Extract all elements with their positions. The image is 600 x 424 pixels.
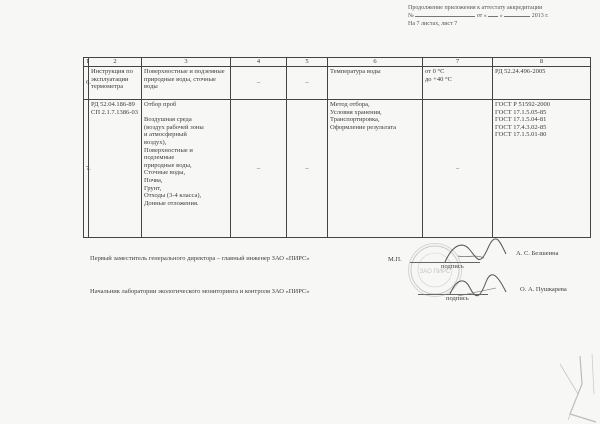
lab-head-title: Начальник лаборатории экологического мониторинга и контроля ЗАО «ПИРС» bbox=[90, 288, 310, 295]
handwritten-signature-2 bbox=[446, 272, 510, 302]
standard-line: ГОСТ 17.1.5.04-81 bbox=[495, 116, 547, 124]
object-line: природные воды, bbox=[144, 161, 192, 169]
standard-line: ГОСТ Р 51592-2000 bbox=[495, 101, 550, 108]
object-line: и атмосферный bbox=[144, 131, 187, 139]
characteristic-line: Транспортировка, bbox=[330, 116, 380, 124]
object-line: Поверхностные и bbox=[144, 146, 193, 154]
document-cell: Инструкция по эксплуатации термометра bbox=[89, 67, 142, 100]
col-num-8: 8 bbox=[493, 58, 591, 67]
document-header bbox=[408, 4, 594, 28]
range-line-1: от 0 °С bbox=[425, 68, 445, 75]
col-num-7: 7 bbox=[423, 58, 493, 67]
standard-cell: РД 52.24.496-2005 bbox=[493, 67, 591, 100]
object-line: Отходы (3-4 класса), bbox=[144, 192, 202, 200]
header-line-1: Продолжение приложения к аттестату аккредитации bbox=[408, 5, 543, 11]
object-line: Грунт, bbox=[144, 184, 162, 192]
object-line: Воздушная среда bbox=[144, 116, 192, 124]
accreditation-table bbox=[83, 57, 591, 238]
object-line: Почва, bbox=[144, 176, 163, 184]
table-row bbox=[84, 67, 591, 100]
col4-cell: – bbox=[231, 67, 287, 100]
col-num-1: 1 bbox=[84, 58, 89, 67]
object-cell bbox=[142, 100, 231, 238]
podpis-label-1: подпись bbox=[441, 263, 464, 270]
object-line: (воздух рабочей зоны bbox=[144, 123, 204, 131]
scan-artifact bbox=[510, 354, 600, 424]
object-line: Сточные воды, bbox=[144, 169, 186, 177]
handwritten-signature-1 bbox=[440, 236, 510, 270]
col-num-4: 4 bbox=[231, 58, 287, 67]
mp-label: М.П. bbox=[388, 256, 402, 263]
standard-line: ГОСТ 17.4.3.02-85 bbox=[495, 123, 547, 131]
header-line-2: № от « » 2013 г. bbox=[408, 13, 549, 19]
characteristic-line: Оформление результата bbox=[330, 123, 397, 131]
object-line: подземные bbox=[144, 154, 175, 162]
col-num-2: 2 bbox=[89, 58, 142, 67]
row-number: 6. bbox=[84, 67, 89, 100]
characteristic-line: Метод отбора, bbox=[330, 101, 370, 108]
col-num-5: 5 bbox=[287, 58, 328, 67]
first-deputy-title: Первый заместитель генерального директора – главный инженер ЗАО «ПИРС» bbox=[90, 255, 310, 262]
range-cell: – bbox=[423, 100, 493, 238]
col5-cell: – bbox=[287, 100, 328, 238]
column-numbers-row bbox=[84, 58, 591, 67]
object-line bbox=[144, 109, 228, 117]
standard-line: ГОСТ 17.1.5.01-80 bbox=[495, 131, 547, 139]
characteristic-cell bbox=[328, 100, 423, 238]
signer-name-1: А. С. Безшеина bbox=[516, 250, 559, 257]
stamp-text: ЗАО ПИРС bbox=[419, 269, 451, 275]
characteristic-cell: Температура воды bbox=[328, 67, 423, 100]
col5-cell: – bbox=[287, 67, 328, 100]
header-line-3: На 7 листах, лист 7 bbox=[408, 21, 458, 27]
range-cell bbox=[423, 67, 493, 100]
doc-line: СП 2.1.7.1386-03 bbox=[91, 108, 138, 116]
object-line: Донные отложения. bbox=[144, 199, 199, 207]
row-number: 7. bbox=[84, 100, 89, 238]
table-row bbox=[84, 100, 591, 238]
col4-cell: – bbox=[231, 100, 287, 238]
col-num-6: 6 bbox=[328, 58, 423, 67]
standard-cell bbox=[493, 100, 591, 238]
doc-line: РД 52.04.186-89 bbox=[91, 101, 135, 108]
range-line-2: до +40 °С bbox=[425, 75, 452, 83]
object-cell: Поверхностные и подземные природные воды, сточные воды bbox=[142, 67, 231, 100]
col-num-3: 3 bbox=[142, 58, 231, 67]
podpis-label-2: подпись bbox=[446, 295, 469, 302]
object-line: воздух), bbox=[144, 138, 167, 146]
document-cell bbox=[89, 100, 142, 238]
signer-name-2: О. А. Пушкарева bbox=[520, 286, 567, 293]
object-line: Отбор проб bbox=[144, 101, 177, 108]
characteristic-line: Условия хранения, bbox=[330, 108, 382, 116]
standard-line: ГОСТ 17.1.5.05-85 bbox=[495, 108, 547, 116]
